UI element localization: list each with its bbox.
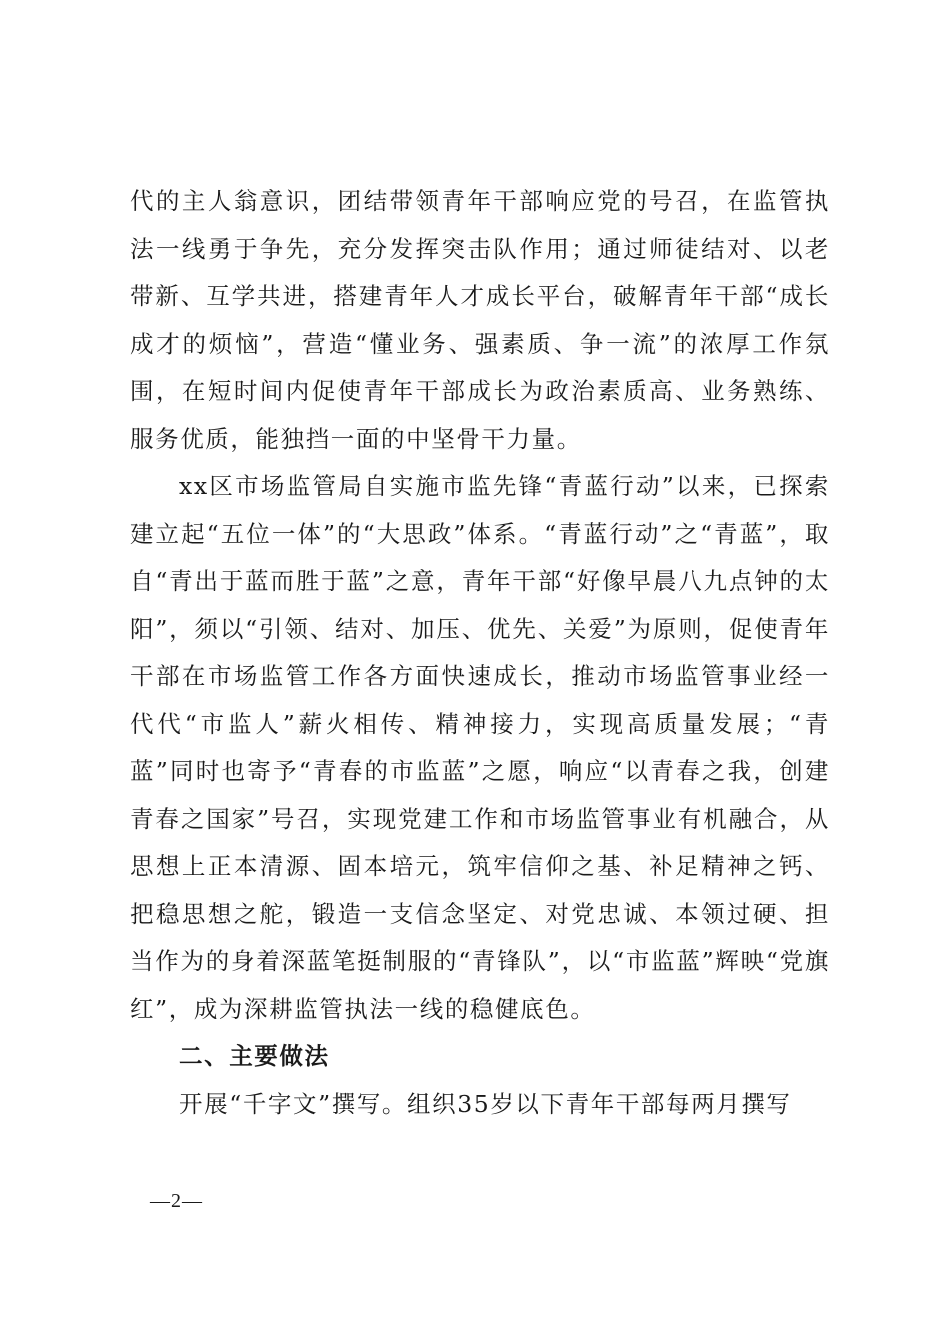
paragraph-3: 开展“千字文”撰写。组织35岁以下青年干部每两月撰写 <box>179 1089 792 1118</box>
paragraph-1: 代的主人翁意识，团结带领青年干部响应党的号召，在监管执法一线勇于争先，充分发挥突击队作用；通过师徒结对、以老带新、互学共进，搭建青年人才成长平台，破解青年干部“成长成才的烦恼”，营造“懂业务、强素质、争一流”的浓厚工作氛围，在短时间内促使青年干部成长为政治素质高、业务熟练、服务优质，能独挡一面的中坚骨干力量。 <box>130 187 830 453</box>
page-number: —2— <box>150 1190 203 1212</box>
paragraph-2: xx区市场监管局自实施市监先锋“青蓝行动”以来，已探索建立起“五位一体”的“大思政”体系。“青蓝行动”之“青蓝”，取自“青出于蓝而胜于蓝”之意，青年干部“好像早晨八九点钟的太阳”，须以“引领、结对、加压、优先、关爱”为原则，促使青年干部在市场监管工作各方面快速成长，推动市场监管事业经一代代“市监人”薪火相传、精神接力，实现高质量发展；“青蓝”同时也寄予“青春的市监蓝”之愿，响应“以青春之我，创建青春之国家”号召，实现党建工作和市场监管事业有机融合，从思想上正本清源、固本培元，筑牢信仰之基、补足精神之钙、把稳思想之舵，锻造一支信念坚定、对党忠诚、本领过硬、担当作为的身着深蓝笔挺制服的“青锋队”，以“市监蓝”辉映“党旗红”，成为深耕监管执法一线的稳健底色。 <box>130 472 830 1023</box>
section-heading: 二、主要做法 <box>179 1042 330 1070</box>
document-body <box>130 178 830 1128</box>
